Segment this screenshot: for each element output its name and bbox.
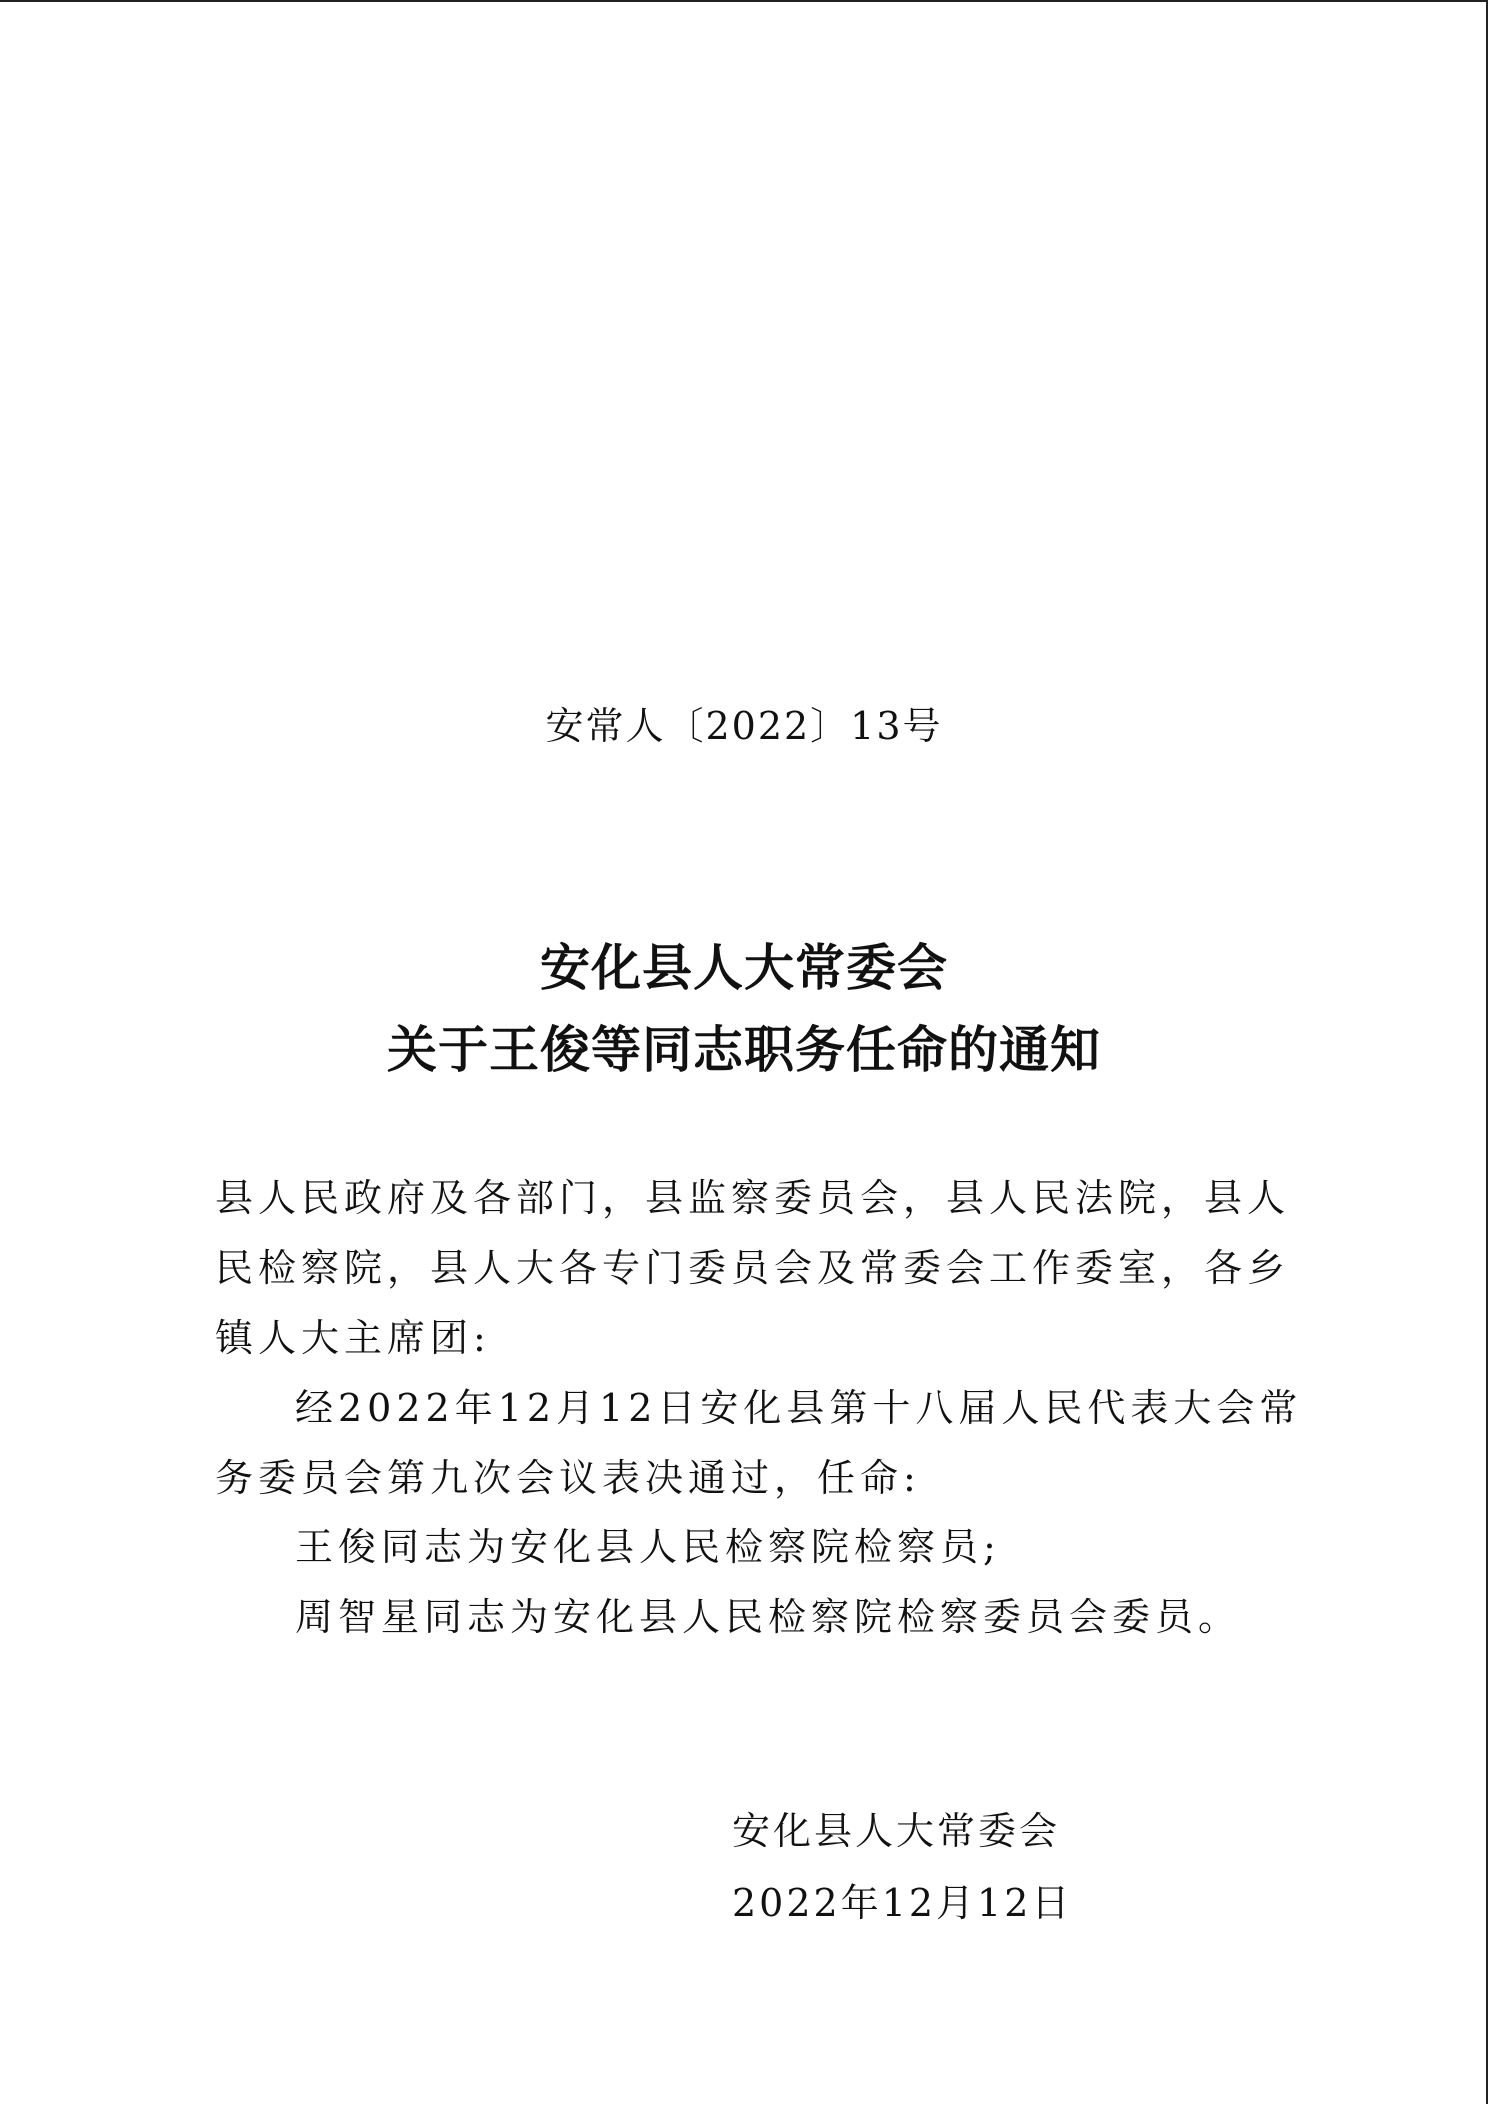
body-paragraph: 经2022年12月12日安化县第十八届人民代表大会常务委员会第九次会议表决通过，任命:: [215, 1386, 1303, 1500]
appointment-item: 王俊同志为安化县人民检察院检察员;: [295, 1525, 1001, 1569]
document-number: 安常人〔2022〕13号: [545, 704, 943, 748]
document-title-line-2: 关于王俊等同志职务任命的通知: [387, 1020, 1101, 1079]
document-title-line-1: 安化县人大常委会: [540, 938, 948, 997]
appointment-item: 周智星同志为安化县人民检察院检察委员会委员。: [295, 1595, 1242, 1639]
signature-date: 2022年12月12日: [732, 1881, 1073, 1925]
salutation: 县人民政府及各部门，县监察委员会，县人民法院，县人民检察院，县人大各专门委员会及常委会工作委室，各乡镇人大主席团:: [215, 1176, 1291, 1360]
signature-organization: 安化县人大常委会: [732, 1809, 1061, 1853]
